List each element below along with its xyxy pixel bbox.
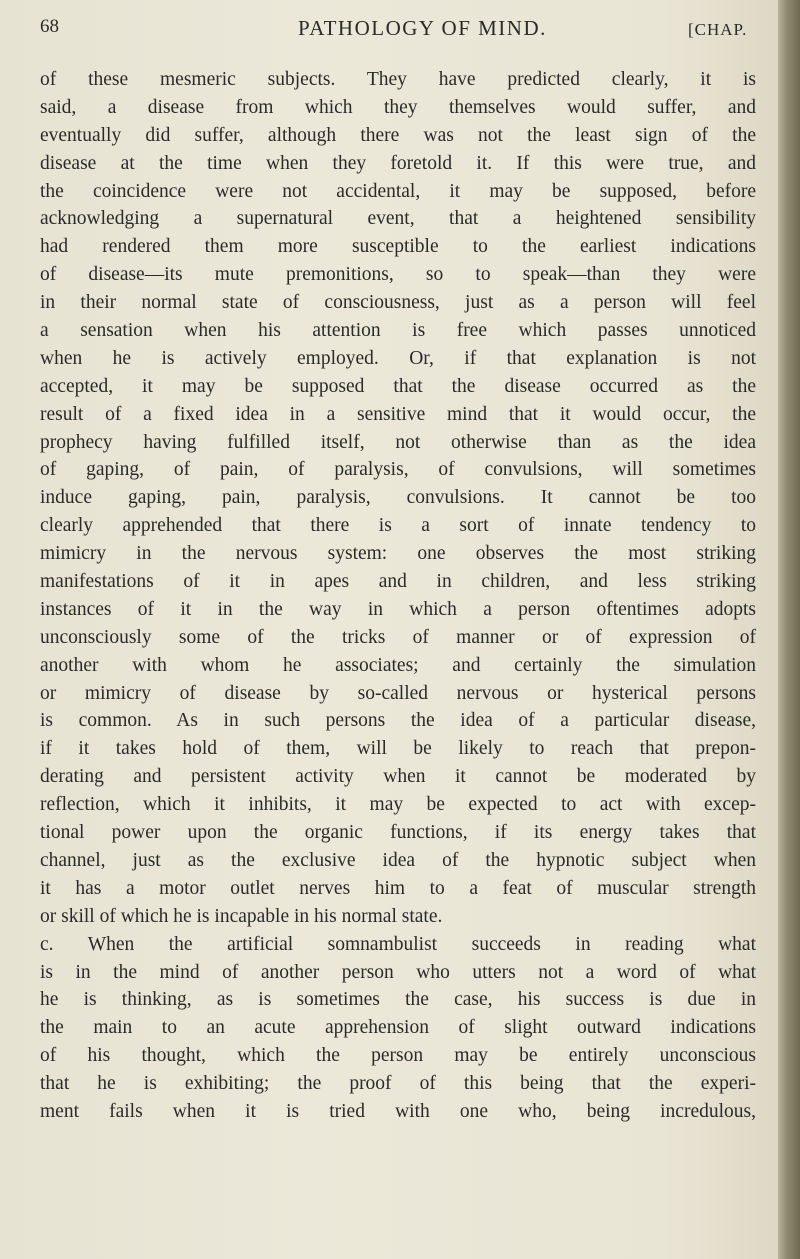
text-line: result of a fixed idea in a sensitive mind that it would occur, the [40,403,756,425]
text-line: c. When the artificial somnambulist succeeds in reading what [40,933,756,955]
text-line: instances of it in the way in which a person oftentimes adopts [40,598,756,620]
text-line: it has a motor outlet nerves him to a feat of muscular strength [40,877,756,899]
text-line: that he is exhibiting; the proof of this being that the experi- [40,1073,756,1095]
text-line: he is thinking, as is sometimes the case, his success is due in [40,989,756,1011]
text-line: when he is actively employed. Or, if that explanation is not [40,347,756,369]
chapter-abbreviation: [CHAP. [688,20,748,39]
text-line: or mimicry of disease by so-called nervous or hysterical persons [40,682,756,704]
text-line: or skill of which he is incapable in his normal state. [40,905,443,927]
text-line: is common. As in such persons the idea of a particular disease, [40,710,756,732]
text-line: derating and persistent activity when it cannot be moderated by [40,766,756,788]
page-number: 68 [40,16,59,37]
text-line: ment fails when it is tried with one who, being incredulous, [40,1100,756,1122]
text-line: the main to an acute apprehension of slight outward indications [40,1017,756,1039]
text-line: said, a disease from which they themselves would suffer, and [40,96,756,118]
text-line: reflection, which it inhibits, it may be expected to act with excep- [40,794,756,816]
text-line: in their normal state of consciousness, just as a person will feel [40,292,756,314]
text-line: prophecy having fulfilled itself, not otherwise than as the idea [40,431,756,453]
text-line: of these mesmeric subjects. They have predicted clearly, it is [40,69,756,90]
text-line: clearly apprehended that there is a sort of innate tendency to [40,515,756,537]
text-line: channel, just as the exclusive idea of the hypnotic subject when [40,849,756,871]
text-line: accepted, it may be supposed that the disease occurred as the [40,375,756,397]
text-line: induce gaping, pain, paralysis, convulsions. It cannot be too [40,487,756,509]
text-line: of disease—its mute premonitions, so to speak—than they were [40,264,756,286]
text-line: a sensation when his attention is free which passes unnoticed [40,320,756,342]
text-line: is in the mind of another person who utters not a word of what [40,961,756,983]
text-line: another with whom he associates; and certainly the simulation [40,654,756,676]
text-line: tional power upon the organic functions, if its energy takes that [40,822,756,844]
body-text [40,66,756,1126]
text-line: unconsciously some of the tricks of manner or of expression of [40,626,756,648]
text-line: of his thought, which the person may be entirely unconscious [40,1045,756,1067]
text-line: of gaping, of pain, of paralysis, of convulsions, will sometimes [40,459,756,481]
text-line: manifestations of it in apes and in children, and less striking [40,571,756,593]
page-edge-shadow [778,0,800,1259]
text-line: if it takes hold of them, will be likely to reach that prepon- [40,738,756,760]
text-line: acknowledging a supernatural event, that a heightened sensibility [40,208,756,230]
text-line: had rendered them more susceptible to the earliest indications [40,236,756,258]
page-header [40,16,780,46]
text-line: eventually did suffer, although there was not the least sign of the [40,124,756,146]
text-line: mimicry in the nervous system: one observes the most striking [40,543,756,565]
running-title: PATHOLOGY OF MIND. [298,16,547,40]
text-line: disease at the time when they foretold it. If this were true, and [40,152,756,174]
text-line: the coincidence were not accidental, it may be supposed, before [40,180,756,202]
